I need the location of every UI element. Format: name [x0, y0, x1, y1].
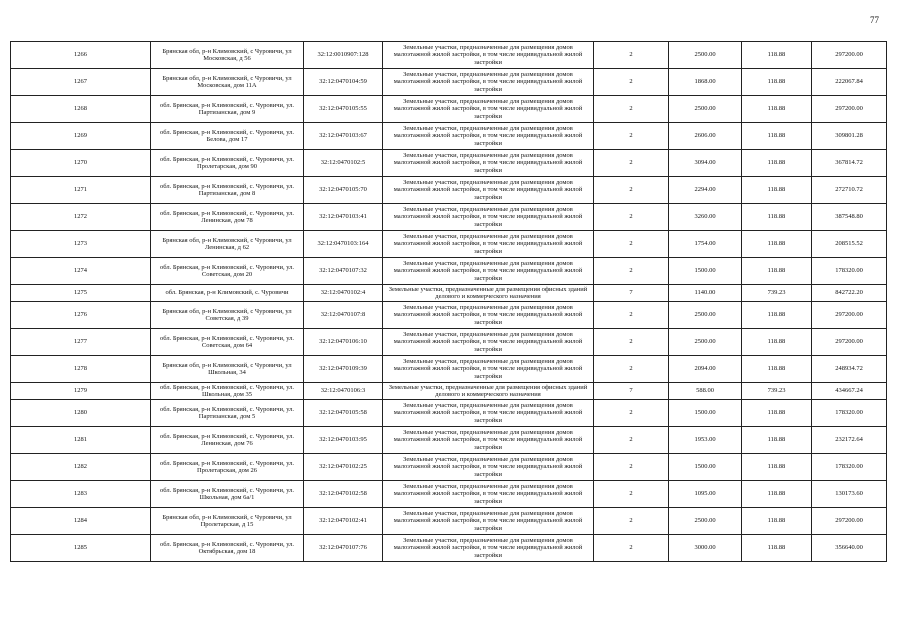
land-use-cell: Земельные участки, предназначенные для размещения домов малоэтажной жилой застройки, в том числе индивидуальной жилой застройки — [383, 400, 594, 427]
cadastral-number-cell: 32:12:0470109:39 — [304, 356, 383, 383]
table-row — [11, 204, 887, 231]
table-row — [11, 427, 887, 454]
address-cell: обл. Брянская, р-н Климовский, с. Чуровичи, ул. Пролетарская, дом 26 — [151, 454, 304, 481]
address-cell: Брянская обл, р-н Климовский, с Чуровичи, ул Московская, дом 11А — [151, 69, 304, 96]
cadastral-number-cell: 32:12:0470102:4 — [304, 285, 383, 302]
cadastral-value-cell: 222067.84 — [812, 69, 887, 96]
use-group-cell: 2 — [594, 123, 669, 150]
specific-value-cell: 118.88 — [742, 204, 812, 231]
area-cell: 1500.00 — [669, 258, 742, 285]
land-use-cell: Земельные участки, предназначенные для размещения домов малоэтажной жилой застройки, в том числе индивидуальной жилой застройки — [383, 427, 594, 454]
area-cell: 3094.00 — [669, 150, 742, 177]
address-cell: обл. Брянская, р-н Климовский, с. Чуровичи, ул. Партизанская, дом 9 — [151, 96, 304, 123]
cadastral-value-cell: 297200.00 — [812, 302, 887, 329]
use-group-cell: 2 — [594, 96, 669, 123]
cadastral-value-cell: 367814.72 — [812, 150, 887, 177]
cadastral-value-cell: 208515.52 — [812, 231, 887, 258]
use-group-cell: 2 — [594, 69, 669, 96]
area-cell: 1953.00 — [669, 427, 742, 454]
cadastral-value-cell: 232172.64 — [812, 427, 887, 454]
cadastral-number-cell: 32:12:0470106:10 — [304, 329, 383, 356]
address-cell: обл. Брянская, р-н Климовский, с. Чуровичи, ул. Школьная, дом 35 — [151, 383, 304, 400]
row-number-cell: 1266 — [11, 42, 151, 69]
land-use-cell: Земельные участки, предназначенные для размещения домов малоэтажной жилой застройки, в том числе индивидуальной жилой застройки — [383, 42, 594, 69]
cadastral-value-cell: 248934.72 — [812, 356, 887, 383]
use-group-cell: 2 — [594, 204, 669, 231]
table-row — [11, 481, 887, 508]
use-group-cell: 2 — [594, 258, 669, 285]
address-cell: Брянская обл, р-н Климовский, с Чуровичи, ул Пролетарская, д 15 — [151, 508, 304, 535]
land-use-cell: Земельные участки, предназначенные для размещения домов малоэтажной жилой застройки, в том числе индивидуальной жилой застройки — [383, 508, 594, 535]
cadastral-value-cell: 387548.80 — [812, 204, 887, 231]
address-cell: Брянская обл, р-н Климовский, с Чуровичи, ул Московская, д 56 — [151, 42, 304, 69]
address-cell: обл. Брянская, р-н Климовский, с. Чуровичи, ул. Школьная, дом 6а/1 — [151, 481, 304, 508]
area-cell: 1140.00 — [669, 285, 742, 302]
cadastral-number-cell: 32:12:0470105:58 — [304, 400, 383, 427]
area-cell: 2500.00 — [669, 329, 742, 356]
land-use-cell: Земельные участки, предназначенные для размещения домов малоэтажной жилой застройки, в том числе индивидуальной жилой застройки — [383, 123, 594, 150]
specific-value-cell: 118.88 — [742, 150, 812, 177]
cadastral-value-cell: 272710.72 — [812, 177, 887, 204]
row-number-cell: 1276 — [11, 302, 151, 329]
specific-value-cell: 118.88 — [742, 96, 812, 123]
use-group-cell: 2 — [594, 400, 669, 427]
cadastral-number-cell: 32:12:0470103:95 — [304, 427, 383, 454]
land-use-cell: Земельные участки, предназначенные для размещения домов малоэтажной жилой застройки, в том числе индивидуальной жилой застройки — [383, 96, 594, 123]
row-number-cell: 1273 — [11, 231, 151, 258]
cadastral-value-cell: 130173.60 — [812, 481, 887, 508]
table-row — [11, 383, 887, 400]
table-row — [11, 123, 887, 150]
specific-value-cell: 118.88 — [742, 329, 812, 356]
area-cell: 2500.00 — [669, 42, 742, 69]
table-row — [11, 454, 887, 481]
land-use-cell: Земельные участки, предназначенные для размещения домов малоэтажной жилой застройки, в том числе индивидуальной жилой застройки — [383, 329, 594, 356]
specific-value-cell: 118.88 — [742, 69, 812, 96]
table-row — [11, 177, 887, 204]
table-row — [11, 400, 887, 427]
cadastral-value-cell: 178320.00 — [812, 454, 887, 481]
cadastral-number-cell: 32:12:0470102:25 — [304, 454, 383, 481]
address-cell: обл. Брянская, р-н Климовский, с. Чуровичи, ул. Пролетарская, дом 90 — [151, 150, 304, 177]
cadastral-value-cell: 434667.24 — [812, 383, 887, 400]
area-cell: 2294.00 — [669, 177, 742, 204]
land-use-cell: Земельные участки, предназначенные для размещения офисных зданий делового и коммерческого назначения — [383, 285, 594, 302]
land-use-cell: Земельные участки, предназначенные для размещения домов малоэтажной жилой застройки, в том числе индивидуальной жилой застройки — [383, 454, 594, 481]
table-row — [11, 96, 887, 123]
page-number: 77 — [870, 15, 879, 25]
area-cell: 1500.00 — [669, 400, 742, 427]
cadastral-value-cell: 842722.20 — [812, 285, 887, 302]
address-cell: Брянская обл, р-н Климовский, с Чуровичи, ул Школьная, 34 — [151, 356, 304, 383]
cadastral-value-cell: 178320.00 — [812, 258, 887, 285]
area-cell: 3260.00 — [669, 204, 742, 231]
cadastral-number-cell: 32:12:0470103:41 — [304, 204, 383, 231]
area-cell: 1868.00 — [669, 69, 742, 96]
cadastral-value-cell: 297200.00 — [812, 96, 887, 123]
land-use-cell: Земельные участки, предназначенные для размещения домов малоэтажной жилой застройки, в том числе индивидуальной жилой застройки — [383, 481, 594, 508]
row-number-cell: 1275 — [11, 285, 151, 302]
area-cell: 2500.00 — [669, 302, 742, 329]
use-group-cell: 2 — [594, 427, 669, 454]
land-use-cell: Земельные участки, предназначенные для размещения домов малоэтажной жилой застройки, в том числе индивидуальной жилой застройки — [383, 356, 594, 383]
area-cell: 3000.00 — [669, 535, 742, 562]
specific-value-cell: 118.88 — [742, 508, 812, 535]
specific-value-cell: 118.88 — [742, 356, 812, 383]
land-use-cell: Земельные участки, предназначенные для размещения домов малоэтажной жилой застройки, в том числе индивидуальной жилой застройки — [383, 150, 594, 177]
specific-value-cell: 118.88 — [742, 302, 812, 329]
cadastral-value-cell: 297200.00 — [812, 329, 887, 356]
address-cell: обл. Брянская, р-н Климовский, с. Чуровичи, ул. Белова, дом 17 — [151, 123, 304, 150]
area-cell: 2606.00 — [669, 123, 742, 150]
row-number-cell: 1267 — [11, 69, 151, 96]
table-row — [11, 508, 887, 535]
address-cell: обл. Брянская, р-н Климовский, с. Чуровичи, ул. Партизанская, дом 8 — [151, 177, 304, 204]
use-group-cell: 2 — [594, 231, 669, 258]
table-row — [11, 258, 887, 285]
table-row — [11, 329, 887, 356]
area-cell: 2500.00 — [669, 508, 742, 535]
use-group-cell: 2 — [594, 150, 669, 177]
address-cell: обл. Брянская, р-н Климовский, с. Чуровичи, ул. Ленинская, дом 78 — [151, 204, 304, 231]
area-cell: 1500.00 — [669, 454, 742, 481]
cadastral-value-cell: 309801.28 — [812, 123, 887, 150]
cadastral-number-cell: 32:12:0010907:128 — [304, 42, 383, 69]
cadastral-number-cell: 32:12:0470102:41 — [304, 508, 383, 535]
cadastral-number-cell: 32:12:0470104:59 — [304, 69, 383, 96]
cadastral-number-cell: 32:12:0470107:8 — [304, 302, 383, 329]
row-number-cell: 1270 — [11, 150, 151, 177]
table-row — [11, 150, 887, 177]
row-number-cell: 1269 — [11, 123, 151, 150]
cadastral-value-cell: 297200.00 — [812, 42, 887, 69]
table-row — [11, 69, 887, 96]
specific-value-cell: 118.88 — [742, 454, 812, 481]
row-number-cell: 1272 — [11, 204, 151, 231]
land-use-cell: Земельные участки, предназначенные для размещения домов малоэтажной жилой застройки, в том числе индивидуальной жилой застройки — [383, 535, 594, 562]
cadastral-number-cell: 32:12:0470106:3 — [304, 383, 383, 400]
address-cell: Брянская обл, р-н Климовский, с Чуровичи, ул Советская, д 39 — [151, 302, 304, 329]
address-cell: обл. Брянская, р-н Климовский, с. Чуровичи, ул. Советская, дом 64 — [151, 329, 304, 356]
cadastral-number-cell: 32:12:0470105:70 — [304, 177, 383, 204]
use-group-cell: 2 — [594, 481, 669, 508]
cadastral-number-cell: 32:12:0470103:67 — [304, 123, 383, 150]
cadastral-number-cell: 32:12:0470102:58 — [304, 481, 383, 508]
area-cell: 1095.00 — [669, 481, 742, 508]
land-use-cell: Земельные участки, предназначенные для размещения домов малоэтажной жилой застройки, в том числе индивидуальной жилой застройки — [383, 258, 594, 285]
row-number-cell: 1277 — [11, 329, 151, 356]
specific-value-cell: 118.88 — [742, 123, 812, 150]
specific-value-cell: 118.88 — [742, 42, 812, 69]
row-number-cell: 1283 — [11, 481, 151, 508]
address-cell: обл. Брянская, р-н Климовский, с. Чуровичи, ул. Октябрьская, дом 18 — [151, 535, 304, 562]
table-row — [11, 42, 887, 69]
use-group-cell: 2 — [594, 356, 669, 383]
land-use-cell: Земельные участки, предназначенные для размещения домов малоэтажной жилой застройки, в том числе индивидуальной жилой застройки — [383, 177, 594, 204]
area-cell: 2500.00 — [669, 96, 742, 123]
address-cell: обл. Брянская, р-н Климовский, с. Чуровичи — [151, 285, 304, 302]
row-number-cell: 1268 — [11, 96, 151, 123]
table-row — [11, 285, 887, 302]
row-number-cell: 1284 — [11, 508, 151, 535]
specific-value-cell: 739.23 — [742, 285, 812, 302]
specific-value-cell: 118.88 — [742, 258, 812, 285]
cadastral-value-cell: 297200.00 — [812, 508, 887, 535]
specific-value-cell: 118.88 — [742, 427, 812, 454]
address-cell: Брянская обл, р-н Климовский, с Чуровичи, ул Ленинская, д 62 — [151, 231, 304, 258]
table-row — [11, 302, 887, 329]
cadastral-number-cell: 32:12:0470107:76 — [304, 535, 383, 562]
specific-value-cell: 739.23 — [742, 383, 812, 400]
address-cell: обл. Брянская, р-н Климовский, с. Чуровичи, ул. Ленинская, дом 76 — [151, 427, 304, 454]
use-group-cell: 2 — [594, 508, 669, 535]
use-group-cell: 2 — [594, 302, 669, 329]
cadastral-value-cell: 356640.00 — [812, 535, 887, 562]
table-row — [11, 535, 887, 562]
use-group-cell: 7 — [594, 285, 669, 302]
area-cell: 2094.00 — [669, 356, 742, 383]
row-number-cell: 1280 — [11, 400, 151, 427]
land-use-cell: Земельные участки, предназначенные для размещения офисных зданий делового и коммерческого назначения — [383, 383, 594, 400]
table-row — [11, 356, 887, 383]
cadastral-number-cell: 32:12:0470102:5 — [304, 150, 383, 177]
row-number-cell: 1285 — [11, 535, 151, 562]
cadastral-value-table — [10, 41, 887, 562]
specific-value-cell: 118.88 — [742, 231, 812, 258]
area-cell: 1754.00 — [669, 231, 742, 258]
use-group-cell: 7 — [594, 383, 669, 400]
land-use-cell: Земельные участки, предназначенные для размещения домов малоэтажной жилой застройки, в том числе индивидуальной жилой застройки — [383, 204, 594, 231]
specific-value-cell: 118.88 — [742, 535, 812, 562]
land-use-cell: Земельные участки, предназначенные для размещения домов малоэтажной жилой застройки, в том числе индивидуальной жилой застройки — [383, 231, 594, 258]
row-number-cell: 1278 — [11, 356, 151, 383]
use-group-cell: 2 — [594, 535, 669, 562]
specific-value-cell: 118.88 — [742, 177, 812, 204]
use-group-cell: 2 — [594, 454, 669, 481]
row-number-cell: 1274 — [11, 258, 151, 285]
use-group-cell: 2 — [594, 329, 669, 356]
row-number-cell: 1281 — [11, 427, 151, 454]
land-use-cell: Земельные участки, предназначенные для размещения домов малоэтажной жилой застройки, в том числе индивидуальной жилой застройки — [383, 69, 594, 96]
use-group-cell: 2 — [594, 42, 669, 69]
land-use-cell: Земельные участки, предназначенные для размещения домов малоэтажной жилой застройки, в том числе индивидуальной жилой застройки — [383, 302, 594, 329]
cadastral-value-cell: 178320.00 — [812, 400, 887, 427]
row-number-cell: 1271 — [11, 177, 151, 204]
specific-value-cell: 118.88 — [742, 400, 812, 427]
table-row — [11, 231, 887, 258]
cadastral-number-cell: 32:12:0470107:32 — [304, 258, 383, 285]
cadastral-number-cell: 32:12:0470105:55 — [304, 96, 383, 123]
use-group-cell: 2 — [594, 177, 669, 204]
address-cell: обл. Брянская, р-н Климовский, с. Чуровичи, ул. Советская, дом 20 — [151, 258, 304, 285]
address-cell: обл. Брянская, р-н Климовский, с. Чуровичи, ул. Партизанская, дом 5 — [151, 400, 304, 427]
cadastral-number-cell: 32:12:0470103:164 — [304, 231, 383, 258]
table-body — [11, 42, 887, 562]
row-number-cell: 1279 — [11, 383, 151, 400]
area-cell: 588.00 — [669, 383, 742, 400]
specific-value-cell: 118.88 — [742, 481, 812, 508]
row-number-cell: 1282 — [11, 454, 151, 481]
